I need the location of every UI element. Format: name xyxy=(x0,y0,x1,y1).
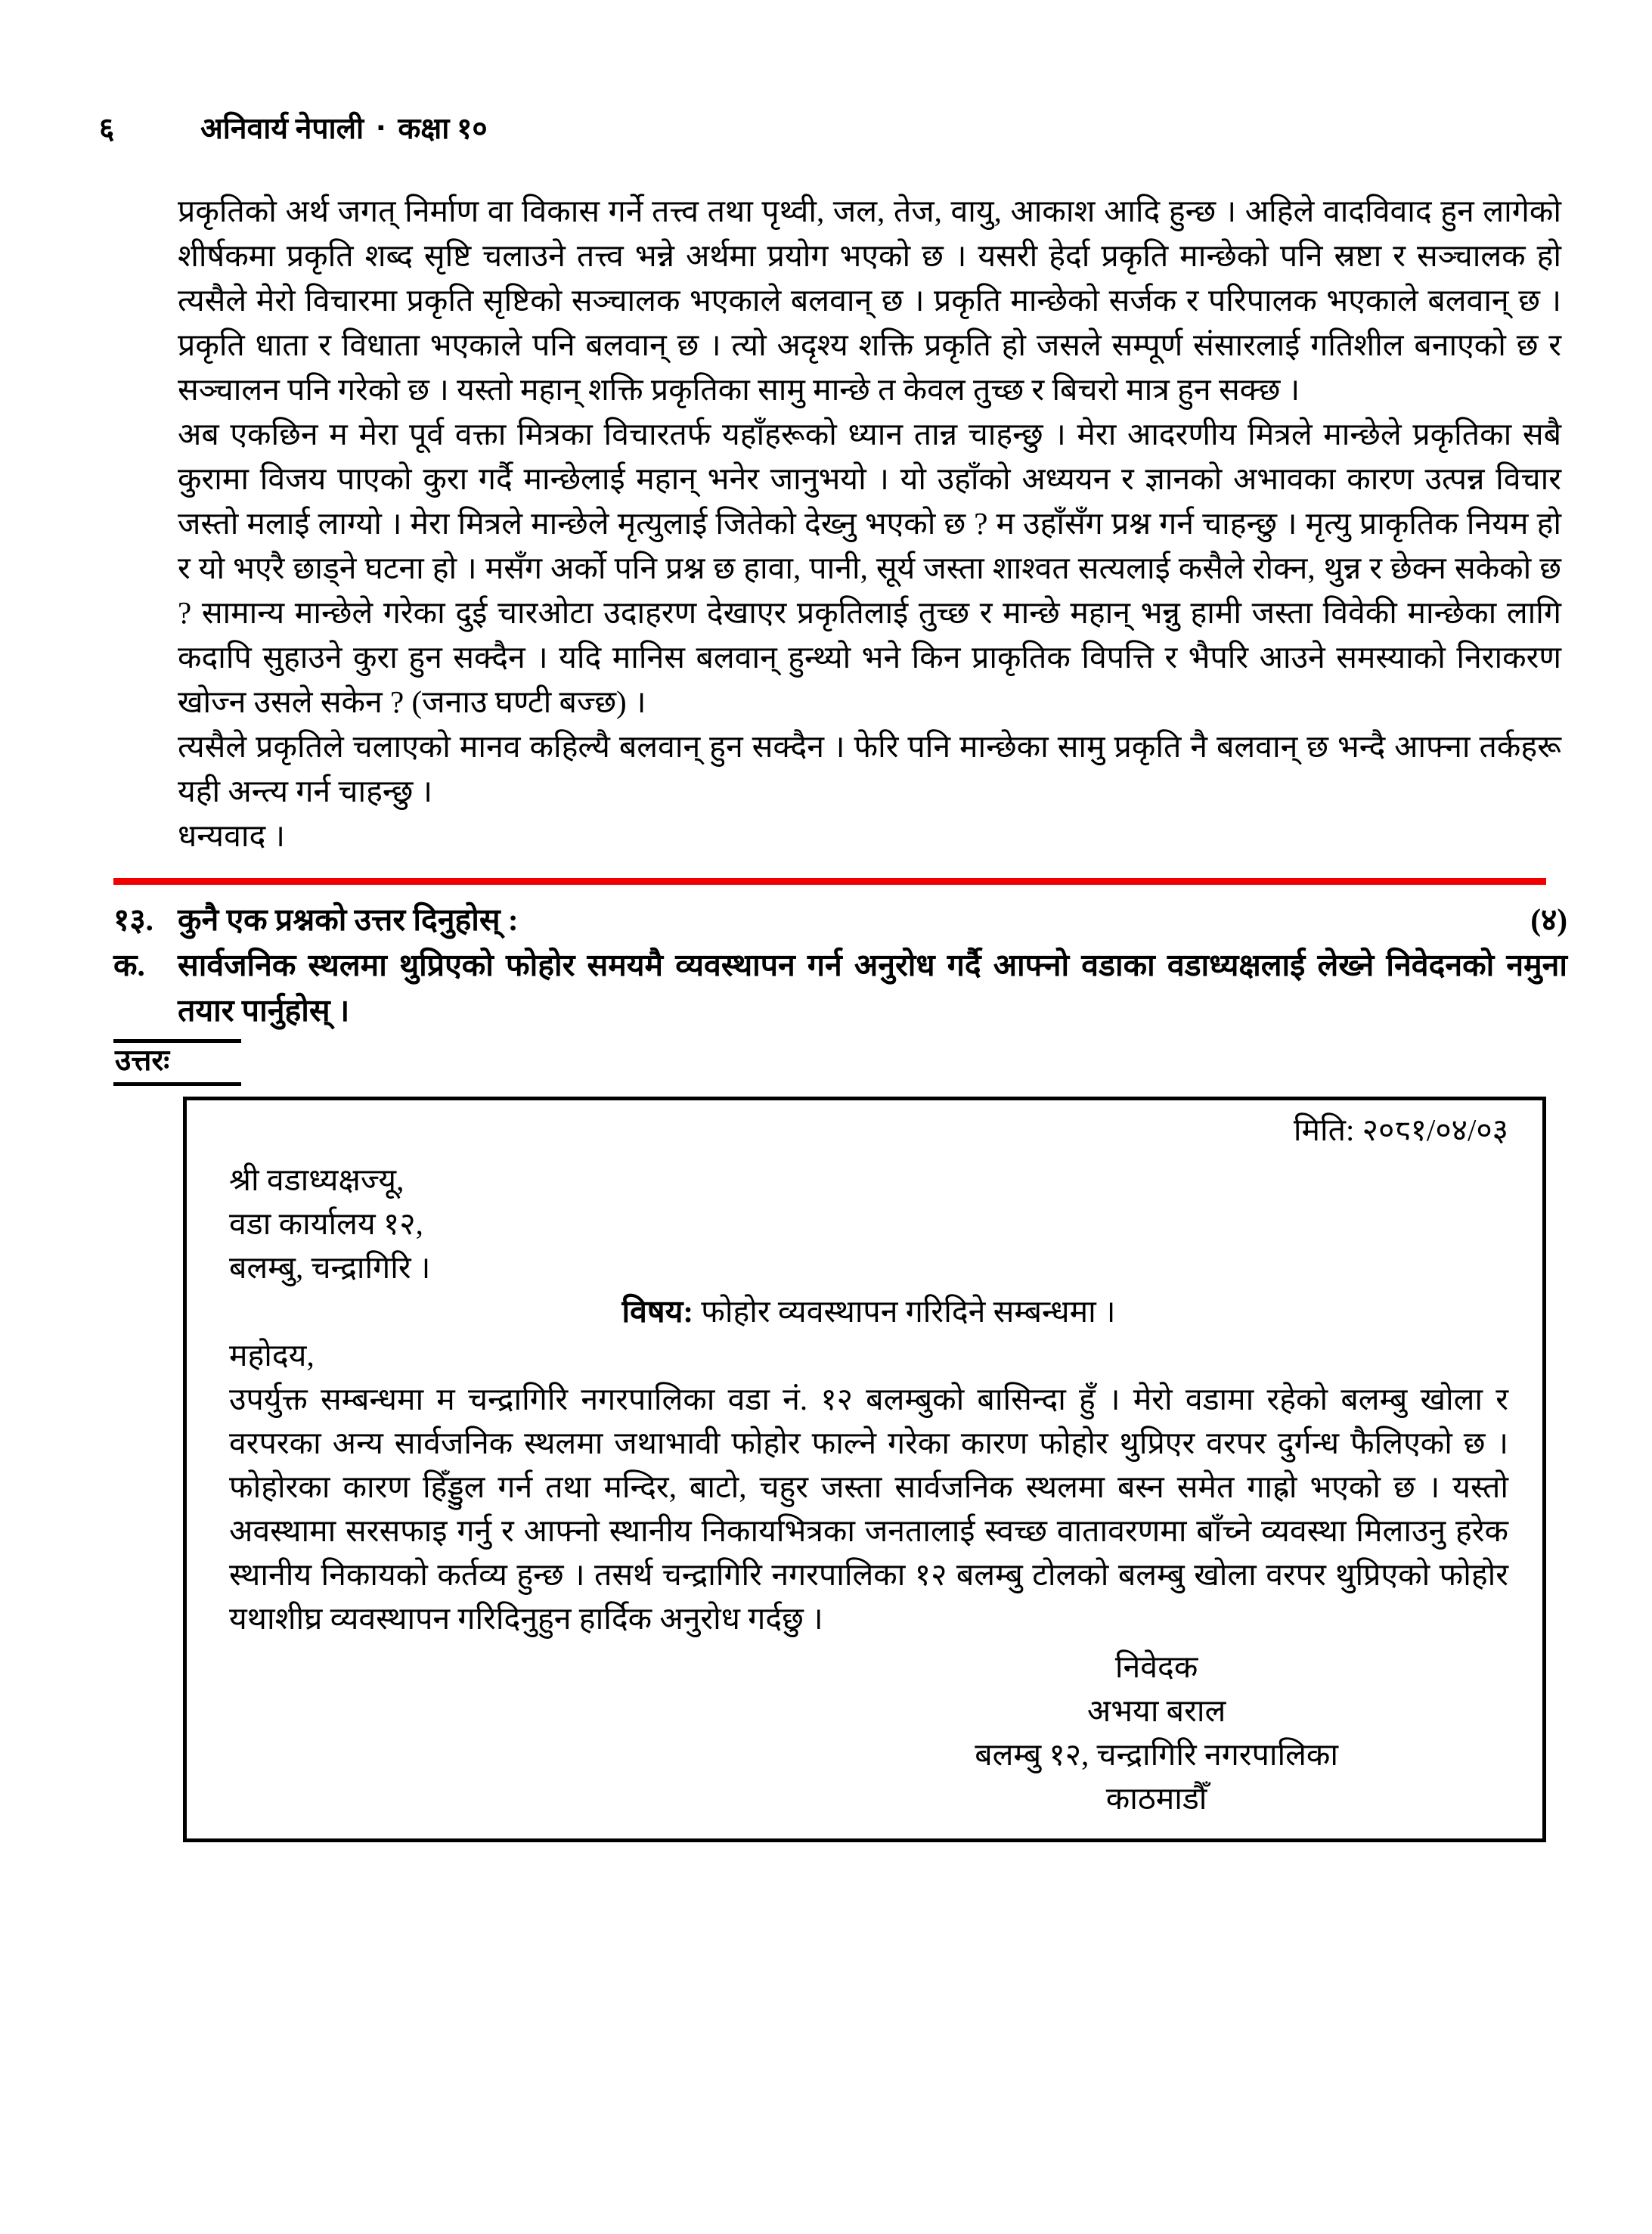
signature-line: बलम्बु १२, चन्द्रागिरि नगरपालिका xyxy=(975,1737,1338,1772)
letter-date: मिति: २०८१/०४/०३ xyxy=(1293,1112,1508,1147)
page-number: ६ xyxy=(99,113,115,145)
paragraph: प्रकृतिको अर्थ जगत् निर्माण वा विकास गर्ने तत्त्व तथा पृथ्वी, जल, तेज, वायु, आकाश आदि हुन्छ । अहिले वादविवाद हुन लागेको शीर्षकमा प्रकृति शब्द सृष्टि चलाउने तत्त्व भन्ने अर्थमा प्रयोग भएको छ । यसरी हेर्दा प्रकृति मान्छेको पनि स्रष्टा र सञ्चालक हो त्यसैले मेरो विचारमा प्रकृति सृष्टिको सञ्चालक भएकाले बलवान् छ । प्रकृति मान्छेको सर्जक र परिपालक भएकाले बलवान् छ । प्रकृति धाता र विधाता भएकाले पनि बलवान् छ । त्यो अदृश्य शक्ति प्रकृति हो जसले सम्पूर्ण संसारलाई गतिशील बनाएको छ र सञ्चालन पनि गरेको छ । यस्तो महान् शक्ति प्रकृतिका सामु मान्छे त केवल तुच्छ र बिचरो मात्र हुन सक्छ । xyxy=(178,194,1561,407)
question-text: कुनै एक प्रश्नको उत्तर दिनुहोस् : xyxy=(178,902,519,937)
question-13 xyxy=(113,897,1567,942)
question-number: १३. xyxy=(113,902,153,937)
recipient-line: श्री वडाध्यक्षज्यू, xyxy=(229,1162,404,1197)
question-marks: (४) xyxy=(1530,902,1567,937)
subject-text: फोहोर व्यवस्थापन गरिदिने सम्बन्धमा । xyxy=(693,1294,1116,1329)
letter-body: उपर्युक्त सम्बन्धमा म चन्द्रागिरि नगरपालिका वडा नं. १२ बलम्बुको बासिन्दा हुँ । मेरो वडामा रहेको बलम्बु खोला र वरपरका अन्य सार्वजनिक स्थलमा जथाभावी फोहोर फाल्ने गरेका कारण फोहोर थुप्रिएर वरपर दुर्गन्ध फैलिएको छ । फोहोरका कारण हिँड्डुल गर्न तथा मन्दिर, बाटो, चहुर जस्ता सार्वजनिक स्थलमा बस्न समेत गाह्रो भएको छ । यस्तो अवस्थामा सरसफाइ गर्नु र आफ्नो स्थानीय निकायभित्रका जनतालाई स्वच्छ वातावरणमा बाँच्ने व्यवस्था मिलाउनु हरेक स्थानीय निकायको कर्तव्य हुन्छ । तसर्थ चन्द्रागिरि नगरपालिका १२ बलम्बु टोलको बलम्बु खोला वरपर थुप्रिएको फोहोर यथाशीघ्र व्यवस्थापन गरिदिनुहुन हार्दिक अनुरोध गर्दछु । xyxy=(229,1382,1508,1636)
signature-line: निवेदक xyxy=(1114,1649,1198,1684)
page-header xyxy=(99,112,1652,147)
book-title: अनिवार्य नेपाली xyxy=(200,113,364,145)
letter-recipient xyxy=(229,1158,1508,1289)
sub-question-ka xyxy=(113,942,1567,1033)
closing-thanks: धन्यवाद । xyxy=(178,818,286,853)
signature-line: काठमाडौँ xyxy=(1105,1781,1207,1816)
paragraph: त्यसैले प्रकृतिले चलाएको मानव कहिल्यै बलवान् हुन सक्दैन । फेरि पनि मान्छेका सामु प्रकृति नै बलवान् छ भन्दै आफ्ना तर्कहरू यही अन्त्य गर्न चाहन्छु । xyxy=(178,729,1561,808)
subject-label: विषय: xyxy=(621,1294,693,1329)
section-divider-rule xyxy=(113,878,1546,885)
square-bullet-icon: ▪ xyxy=(377,116,385,138)
letter-salutation: महोदय, xyxy=(229,1338,315,1373)
letter-subject xyxy=(229,1289,1508,1333)
letter-signature xyxy=(975,1645,1338,1820)
recipient-line: वडा कार्यालय १२, xyxy=(229,1206,423,1241)
sub-question-label: क. xyxy=(113,948,145,982)
sample-letter-box xyxy=(183,1097,1546,1842)
paragraph: अब एकछिन म मेरा पूर्व वक्ता मित्रका विचारतर्फ यहाँहरूको ध्यान तान्न चाहन्छु । मेरा आदरणीय मित्रले मान्छेले प्रकृतिका सबै कुरामा विजय पाएको कुरा गर्दै मान्छेलाई महान् भनेर जानुभयो । यो उहाँको अध्ययन र ज्ञानको अभावका कारण उत्पन्न विचार जस्तो मलाई लाग्यो । मेरा मित्रले मान्छेले मृत्युलाई जितेको देख्नु भएको छ ? म उहाँसँग प्रश्न गर्न चाहन्छु । मृत्यु प्राकृतिक नियम हो र यो भएरै छाड्ने घटना हो । मसँग अर्को पनि प्रश्न छ हावा, पानी, सूर्य जस्ता शाश्वत सत्यलाई कसैले रोक्न, थुन्न र छेक्न सकेको छ ? सामान्य मान्छेले गरेका दुई चारओटा उदाहरण देखाएर प्रकृतिलाई तुच्छ र मान्छे महान् भन्नु हामी जस्ता विवेकी मान्छेका लागि कदापि सुहाउने कुरा हुन सक्दैन । यदि मानिस बलवान् हुन्थ्यो भने किन प्राकृतिक विपत्ति र भैपरि आउने समस्याको निराकरण खोज्न उसले सकेन ? (जनाउ घण्टी बज्छ) । xyxy=(178,417,1561,719)
question-block xyxy=(113,897,1567,1033)
recipient-line: बलम्बु, चन्द्रागिरि । xyxy=(229,1250,431,1285)
sub-question-text: सार्वजनिक स्थलमा थुप्रिएको फोहोर समयमै व्यवस्थापन गर्न अनुरोध गर्दै आफ्नो वडाका वडाध्यक्षलाई लेख्ने निवेदनको नमुना तयार पार्नुहोस् । xyxy=(178,948,1567,1028)
book-subtitle: कक्षा १० xyxy=(398,113,488,145)
answer-label: उत्तरः xyxy=(113,1039,1652,1086)
signature-line: अभया बराल xyxy=(1086,1693,1226,1728)
speech-text xyxy=(178,189,1561,858)
